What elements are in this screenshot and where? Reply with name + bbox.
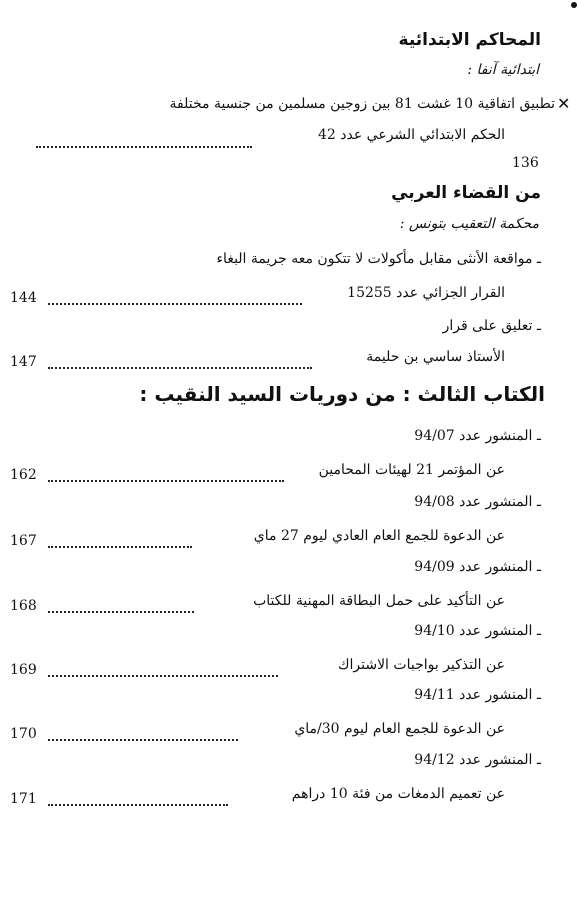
toc-reference: عن الدعوة للجمع العام العادي ليوم 27 ماي xyxy=(253,528,505,544)
toc-reference: القرار الجزائي عدد 15255 xyxy=(347,285,505,301)
leader-dots xyxy=(48,675,278,677)
leader-dots xyxy=(48,611,194,613)
toc-item: ـ المنشور عدد 94/10 xyxy=(414,623,541,639)
toc-reference: الحكم الابتدائي الشرعي عدد 42 xyxy=(318,127,505,143)
toc-item: ـ مواقعة الأنثى مقابل مأكولات لا تتكون معه جريمة البغاء xyxy=(216,251,541,267)
x-mark-icon: ✕ xyxy=(557,94,571,113)
section-subtitle-anfa: ابتدائية آنفا : xyxy=(467,62,539,78)
page-number: 169 xyxy=(10,662,37,678)
page-number: 168 xyxy=(10,598,37,614)
toc-reference: عن التأكيد على حمل البطاقة المهنية للكتاب xyxy=(253,593,505,609)
section-title-arab-judiciary: من القضاء العربي xyxy=(391,183,541,203)
page-number: 167 xyxy=(10,533,37,549)
section-subtitle-tunis: محكمة التعقيب بتونس : xyxy=(399,216,539,232)
toc-item: تطبيق اتفاقية 10 غشت 81 بين زوجين مسلمين من جنسية مختلفة xyxy=(169,96,555,112)
toc-reference: عن المؤتمر 21 لهيئات المحامين xyxy=(318,462,505,478)
page-number: 162 xyxy=(10,467,37,483)
toc-item: ـ المنشور عدد 94/07 xyxy=(414,428,541,444)
page-number: 171 xyxy=(10,791,37,807)
toc-item: ـ المنشور عدد 94/08 xyxy=(414,494,541,510)
toc-reference: عن التذكير بواجبات الاشتراك xyxy=(337,657,505,673)
section-title-courts: المحاكم الابتدائية xyxy=(398,30,541,50)
toc-reference: عن تعميم الدمغات من فئة 10 دراهم xyxy=(291,786,505,802)
page-number: 170 xyxy=(10,726,37,742)
leader-dots xyxy=(48,739,238,741)
page-number: 147 xyxy=(10,354,37,370)
toc-item: ـ المنشور عدد 94/12 xyxy=(414,752,541,768)
toc-item: ـ المنشور عدد 94/11 xyxy=(414,687,541,703)
page-number: 144 xyxy=(10,290,37,306)
page-number: 136 xyxy=(512,155,539,171)
toc-reference: عن الدعوة للجمع العام ليوم 30/ماي xyxy=(294,721,505,737)
leader-dots xyxy=(36,146,252,148)
leader-dots xyxy=(48,367,312,369)
book-three-title: الكتاب الثالث : من دوريات السيد النقيب : xyxy=(139,382,545,406)
leader-dots xyxy=(48,804,228,806)
toc-item: ـ تعليق على قرار xyxy=(442,318,541,334)
leader-dots xyxy=(48,480,284,482)
corner-dot xyxy=(571,2,577,8)
toc-reference: الأستاذ ساسي بن حليمة xyxy=(366,349,505,365)
leader-dots xyxy=(48,546,192,548)
leader-dots xyxy=(48,303,302,305)
toc-item: ـ المنشور عدد 94/09 xyxy=(414,559,541,575)
